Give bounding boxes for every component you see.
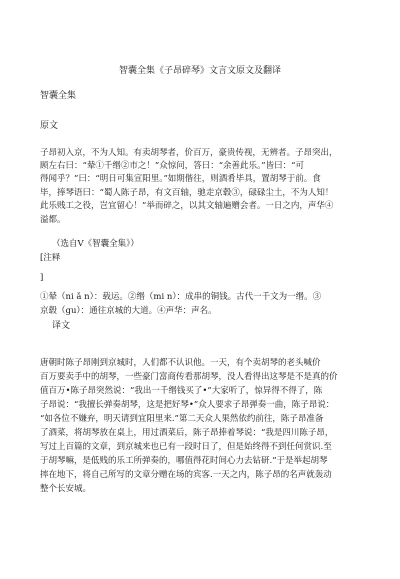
translation-label: 译文 <box>52 321 71 331</box>
notes-label: [注释 <box>40 253 61 263</box>
translation-line: 于胡琴嘛，是低贱的乐工所弹奏的，哪值得花时间心力去钻研.”于是举起胡琴 <box>40 456 328 466</box>
original-line: 溢都。 <box>40 215 66 225</box>
translation-line: 了酒菜，将胡琴放在桌上，用过酒菜后，陈子昂捧着琴说：“我是四川陈子昂， <box>40 428 334 438</box>
note-line: ①辇（ni ǎ n）：载运。②缗（mi n）：成串的铜钱。古代一千文为一缗。③ <box>40 292 322 302</box>
translation-line: 子昂说：“我擅长弹奏胡琴，这是把好琴•”众人要求子昂弹奏一曲，陈子昂说： <box>40 400 335 410</box>
source-citation: （选自Ⅴ《智囊全集》） <box>52 239 139 249</box>
original-line: 子昂初入京，不为人知。有卖胡琴者，价百万，豪贵传视，无辨者。子昂突出， <box>40 148 338 158</box>
original-line: 得闻乎？”曰：“明日可集宣阳里。”如期偕往，则酒肴毕具，置胡琴于前。食 <box>40 174 321 184</box>
translation-line: 唐朝时陈子昂刚到京城时，人们都不认识他。一天，有个卖胡琴的老头喊价 <box>40 358 321 368</box>
original-line: 毕，捧琴语曰：“蜀人陈子昂，有文百轴，驰走京毂③，碌碌尘土，不为人知！ <box>40 188 334 198</box>
translation-line: 百万要卖手中的胡琴，一些豪门富商传看那胡琴，没人看得出这琴是不是真的价 <box>40 372 338 382</box>
original-line: 顾左右曰：“辇①千缗②市之！”众惊问，答曰：“余善此乐。”皆曰：“可 <box>40 161 304 171</box>
translation-line: 摔在地下，将自己所写的文章分赠在场的宾客.一天之内，陈子昂的名声就轰动 <box>40 470 332 480</box>
section-heading: 智囊全集 <box>40 91 77 101</box>
note-line: 京毂（gu）：通往京城的大道。④声华：声名。 <box>40 306 217 316</box>
original-text-label: 原文 <box>40 121 59 131</box>
translation-line: “如各位不嫌弃，明天请到宜阳里来.”第二天众人果然依约前往，陈子昂准备 <box>40 414 324 424</box>
translation-line: 值百万•陈子昂突然说：“我出一千缗钱买了•”大家听了，惊异得不得了，陈 <box>40 386 323 396</box>
translation-line: 写过上百篇的文章，到京城来也已有一段时日了，但是始终得不到任何赏识.至 <box>40 442 332 452</box>
original-line: 此乐贱工之役，岂宜留心！”举而碎之，以其文轴遍赠会者。一日之内，声华④ <box>40 201 334 211</box>
translation-line: 整个长安城。 <box>40 484 92 494</box>
document-title: 智囊全集《子昂碎琴》文言文原文及翻译 <box>118 66 281 76</box>
notes-bracket: ] <box>40 273 44 283</box>
